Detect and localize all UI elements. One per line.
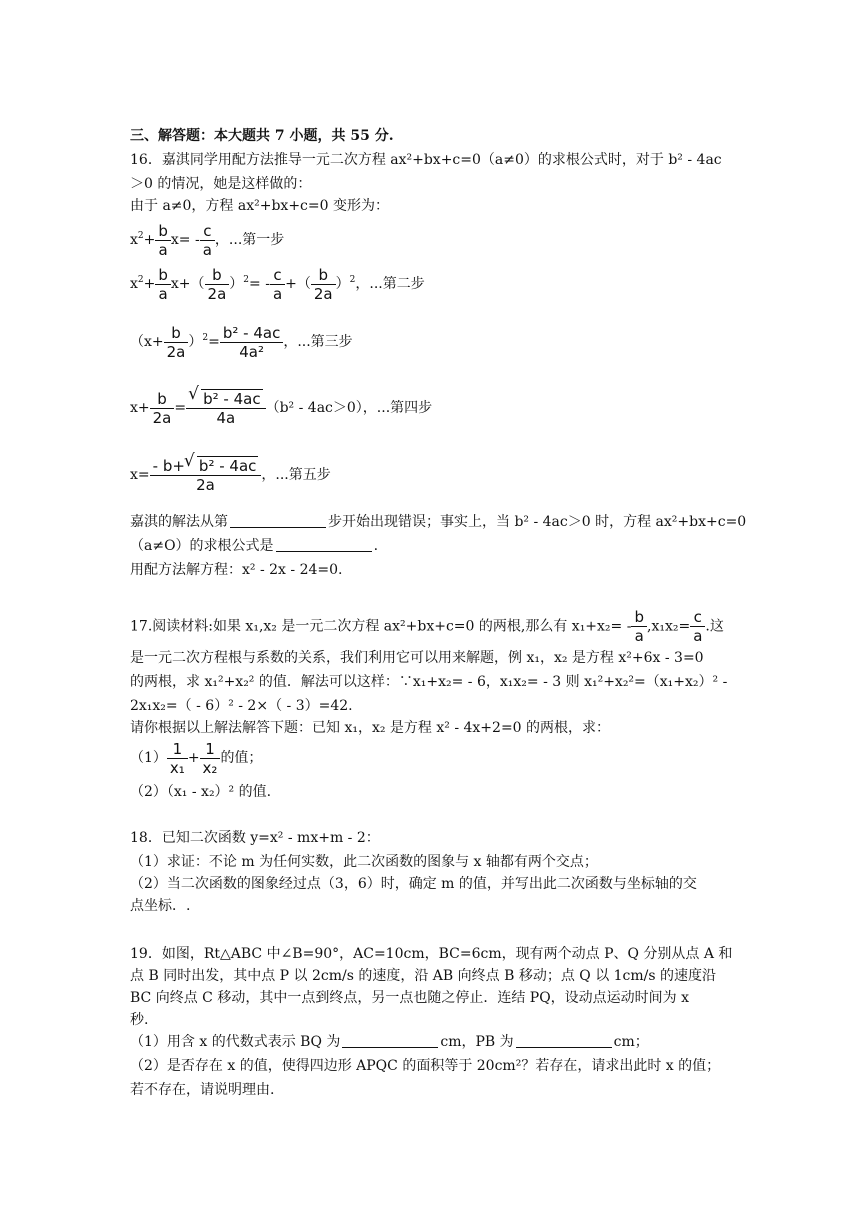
fraction: √ $\frac{\text{b² - 4ac}}{4a}$ (186, 389, 265, 427)
fraction: $\frac{1}{\text{x₂}}$ (200, 740, 221, 777)
answer-blank[interactable] (516, 1033, 612, 1048)
fraction: $\frac{b}{2a}$ (164, 324, 189, 361)
fraction: $\frac{b}{2a}$ (205, 266, 230, 303)
q17-part2: （2）（x₁ - x₂）² 的值. (130, 784, 272, 800)
answer-blank[interactable] (342, 1033, 438, 1048)
q16-step4: x+ $\frac{b}{2a}$ = √ $\frac{\text{b² - 4ac}}{4a}$ （b² - 4ac＞0），...第四步 (130, 384, 432, 432)
fraction: $\frac{1}{\text{x₁}}$ (167, 740, 188, 777)
fraction: $\frac{b}{2a}$ (150, 390, 175, 427)
answer-blank[interactable] (276, 537, 372, 552)
q16-step3: （x+ $\frac{b}{2a}$ ）$^2$= $\frac{\text{b² - 4ac}}{\text{4a²}}$ ，...第三步 (130, 323, 353, 361)
fraction: $\frac{c}{a}$ (690, 608, 705, 645)
q17-part1: （1） $\frac{1}{\text{x₁}}$ + $\frac{1}{\text{x₂}}$ 的值； (130, 739, 263, 777)
q16-step5: x= $\frac{\text{- b+√ b² - 4ac}}{2a}$ ，...第五步 (130, 450, 331, 500)
q19-line5: （1）用含 x 的代数式表示 BQ 为 cm，PB 为 cm； (130, 1034, 649, 1050)
q17-line4: 2x₁x₂=（ - 6）² - 2×（ - 3）=42. (130, 698, 353, 714)
fraction: $\frac{b}{a}$ (155, 266, 171, 303)
q16-question-line2: （a≠O）的求根公式是 . (130, 538, 379, 554)
q16-intro-line3: 由于 a≠0，方程 ax²+bx+c=0 变形为： (130, 198, 389, 214)
q19-line7: 若不存在，请说明理由. (130, 1082, 275, 1098)
q16-question-line1: 嘉淇的解法从第 步开始出现错误；事实上，当 b² - 4ac＞0 时，方程 ax²+bx+c=0 (130, 514, 747, 530)
q16-question-line3: 用配方法解方程：x² - 2x - 24=0. (130, 562, 343, 578)
q19-line4: 秒. (130, 1012, 149, 1028)
q18-line4: 点坐标．. (130, 898, 191, 914)
sqrt-symbol: √ b² - 4ac (201, 389, 262, 408)
fraction: $\frac{b}{a}$ (631, 608, 647, 645)
answer-blank[interactable] (230, 513, 326, 528)
q19-line6: （2）是否存在 x 的值，使得四边形 APQC 的面积等于 20cm²？若存在，请求出此时 x 的值； (130, 1058, 721, 1074)
q18-line1: 18．已知二次函数 y=x² - mx+m - 2： (130, 830, 380, 846)
fraction: $\frac{b}{2a}$ (311, 266, 336, 303)
q16-intro-line2: ＞0 的情况，她是这样做的： (130, 176, 312, 192)
fraction: $\frac{\text{b² - 4ac}}{\text{4a²}}$ (220, 324, 283, 361)
q17-line5: 请你根据以上解法解答下题：已知 x₁，x₂ 是方程 x² - 4x+2=0 的两根，求： (130, 720, 611, 736)
q16-intro-line1: 16．嘉淇同学用配方法推导一元二次方程 ax²+bx+c=0（a≠0）的求根公式时，对于 b² - 4ac (130, 152, 722, 168)
fraction: $\frac{c}{a}$ (270, 266, 285, 303)
q18-line2: （1）求证：不论 m 为任何实数，此二次函数的图象与 x 轴都有两个交点； (130, 854, 598, 870)
q16-step1: $x^2+$ $\frac{b}{a}$ x= - $\frac{c}{a}$ ，...第一步 (130, 221, 285, 259)
section-title: 三、解答题：本大题共 7 小题，共 55 分. (130, 128, 394, 144)
q19-line3: BC 向终点 C 移动，其中一点到终点，另一点也随之停止．连结 PQ，设动点运动时间为 x (130, 990, 690, 1006)
q18-line3: （2）当二次函数的图象经过点（3，6）时，确定 m 的值，并写出此二次函数与坐标轴的交 (130, 876, 697, 892)
fraction: $\frac{\text{- b+√ b² - 4ac}}{2a}$ (150, 456, 262, 494)
q16-step2: $x^2+$ $\frac{b}{a}$ x+（ $\frac{b}{2a}$ ）$^2$= - $\frac{c}{a}$ +（ $\frac{b}{2a}$ ）$^2$，...第二步 (130, 265, 425, 303)
fraction: $\frac{b}{a}$ (155, 222, 171, 259)
q19-line2: 点 B 同时出发，其中点 P 以 2cm/s 的速度，沿 AB 向终点 B 移动；点 Q 以 1cm/s 的速度沿 (130, 968, 717, 984)
q19-line1: 19．如图，Rt△ABC 中∠B=90°，AC=10cm，BC=6cm，现有两个动点 P、Q 分别从点 A 和 (130, 946, 733, 962)
q17-line3: 的两根，求 x₁²+x₂² 的值．解法可以这样：∵x₁+x₂= - 6，x₁x₂= - 3 则 x₁²+x₂²=（x₁+x₂）² - (130, 674, 728, 690)
sqrt-symbol: √ b² - 4ac (197, 456, 258, 475)
q17-line1: 17.阅读材料:如果 x₁,x₂ 是一元二次方程 ax²+bx+c=0 的两根,那么有 x₁+x₂= - $\frac{b}{a}$ ,x₁x₂= $\frac{c}{a}$ .这 (130, 608, 724, 645)
q17-line2: 是一元二次方程根与系数的关系，我们利用它可以用来解题，例 x₁，x₂ 是方程 x²+6x - 3=0 (130, 650, 704, 666)
fraction: $\frac{c}{a}$ (200, 222, 215, 259)
